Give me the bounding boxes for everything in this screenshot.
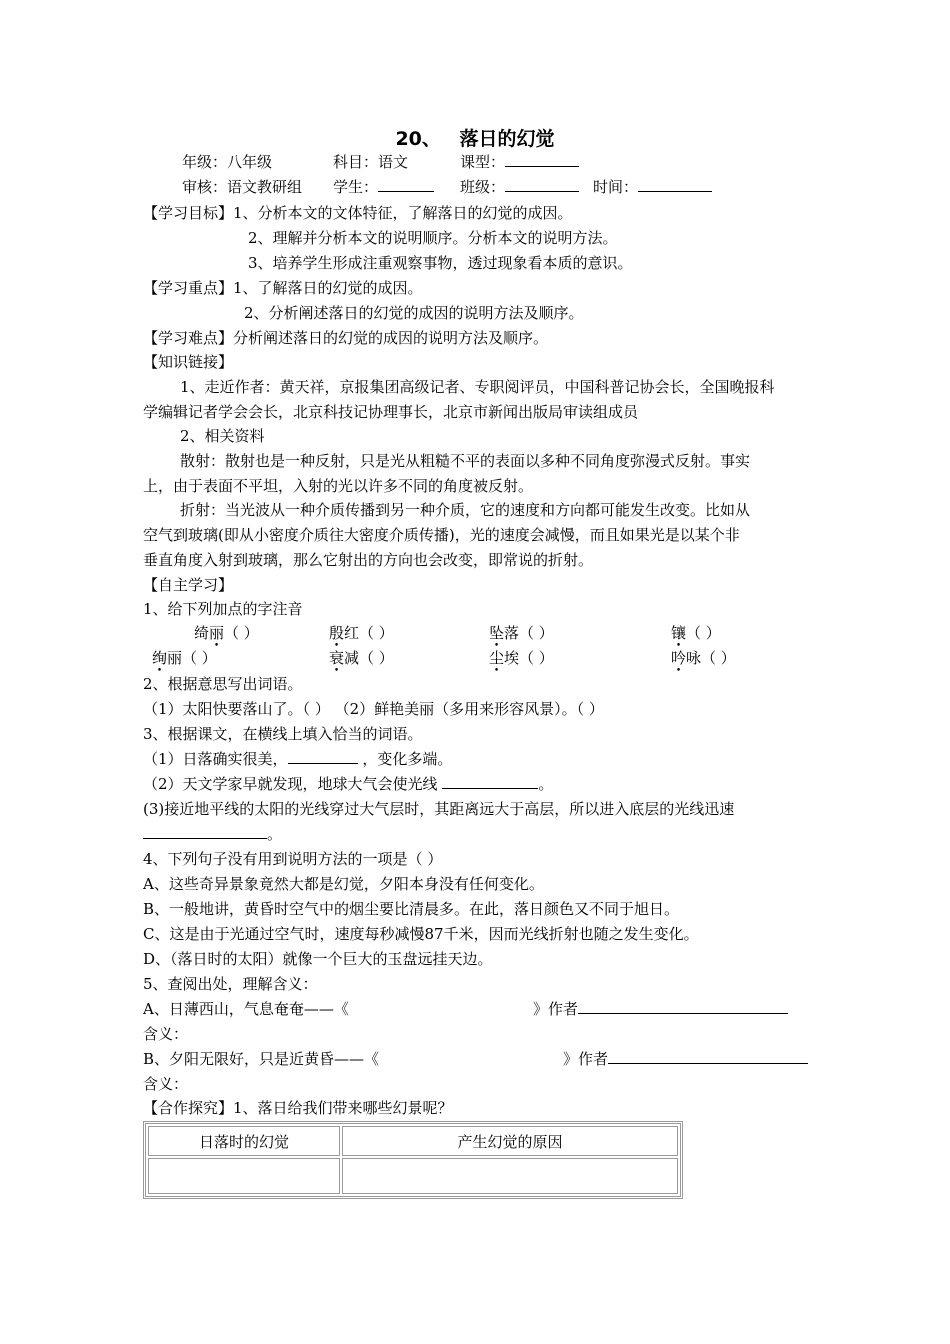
q3-blank-1 <box>288 749 358 764</box>
table-answer-cell[interactable] <box>148 1158 340 1194</box>
q3-blank-3 <box>143 824 267 839</box>
lesson-title: 落日的幻觉 <box>459 128 555 150</box>
q4-title: 4、下列句子没有用到说明方法的一项是（ ） <box>143 850 443 868</box>
q5-a-source: A、日薄西山，气息奄奄——《 <box>143 1000 349 1018</box>
lesson-number: 20、 <box>395 128 441 150</box>
pinyin-item: 殷红（ ） <box>329 624 394 642</box>
author-intro: 1、走近作者：黄天祥，京报集团高级记者、专职阅评员，中国科普记协会长，全国晚报科 <box>180 378 775 396</box>
q4-option-a: A、这些奇异景象竟然大都是幻觉，夕阳本身没有任何变化。 <box>143 875 544 893</box>
pinyin-item: 坠落（ ） <box>489 624 554 642</box>
table-answer-cell[interactable] <box>342 1158 678 1194</box>
refract-text: 折射：当光波从一种介质传播到另一种介质，它的速度和方向都可能发生改变。比如从 <box>180 501 751 519</box>
q5-b-author-blank <box>608 1049 808 1064</box>
q3-title: 3、根据课文，在横线上填入恰当的词语。 <box>143 725 423 743</box>
subject-label: 科目：语文 <box>333 153 409 171</box>
class-blank <box>505 177 579 192</box>
q4-option-c: C、这是由于光通过空气时，速度每秒减慢87千米，因而光线折射也随之发生变化。 <box>143 925 699 943</box>
student-field: 学生： <box>333 177 434 197</box>
table-header-cell: 产生幻觉的原因 <box>342 1126 678 1156</box>
author-intro-cont: 学编辑记者学会会长，北京科技记协理事长，北京市新闻出版局审读组成员 <box>143 403 639 421</box>
q4-option-b: B、一般地讲，黄昏时空气中的烟尘要比清晨多。在此，落日颜色又不同于旭日。 <box>143 900 680 918</box>
knowledge-heading: 【知识链接】 <box>143 353 234 371</box>
review-label: 审核：语文教研组 <box>182 178 303 196</box>
table-header-cell: 日落时的幻觉 <box>148 1126 340 1156</box>
time-field: 时间： <box>593 177 712 197</box>
explore-section: 【合作探究】1、落日给我们带来哪些幻景呢？ <box>143 1099 453 1117</box>
student-blank <box>378 177 434 192</box>
q3-blank-2 <box>442 774 538 789</box>
materials-heading: 2、相关资料 <box>180 427 265 445</box>
q5-b-source: B、夕阳无限好，只是近黄昏——《 <box>143 1050 380 1068</box>
q5-title: 5、查阅出处，理解含义： <box>143 975 318 993</box>
refract-text-cont: 空气到玻璃(即从小密度介质往大密度介质传播)，光的速度会减慢，而且如果光是以某个非 <box>143 526 740 544</box>
class-field: 班级： <box>460 177 579 197</box>
table-row <box>148 1158 678 1194</box>
scatter-text-cont: 上，由于表面不平坦，入射的光以许多不同的角度被反射。 <box>143 477 534 495</box>
q3-sentence-2: （2）天文学家早就发现，地球大气会使光线 。 <box>143 775 554 793</box>
pinyin-item: 吟咏（ ） <box>671 649 736 667</box>
pinyin-item: 绮丽（ ） <box>194 624 259 642</box>
q5-b-author: 》作者 <box>563 1049 808 1069</box>
lesson-type-field: 课型： <box>460 152 579 172</box>
goal-item: 3、培养学生形成注重观察事物，透过现象看本质的意识。 <box>248 254 633 272</box>
q3-sentence-3: (3)接近地平线的太阳的光线穿过大气层时，其距离远大于高层，所以进入底层的光线迅速 <box>143 800 735 818</box>
self-study-heading: 【自主学习】 <box>143 576 234 594</box>
q5-a-meaning: 含义： <box>143 1025 189 1043</box>
table-header-row <box>148 1126 678 1156</box>
difficulty-section: 【学习难点】分析阐述落日的幻觉的成因的说明方法及顺序。 <box>143 329 549 347</box>
goals-section: 【学习目标】1、分析本文的文体特征，了解落日的幻觉的成因。 <box>143 204 573 222</box>
pinyin-item: 绚丽（ ） <box>152 649 217 667</box>
q1-title: 1、给下列加点的字注音 <box>143 600 303 618</box>
pinyin-item: 镶（ ） <box>671 624 721 642</box>
q5-a-author: 》作者 <box>533 999 788 1019</box>
pinyin-item: 衰减（ ） <box>329 649 394 667</box>
scatter-text: 散射：散射也是一种反射，只是光从粗糙不平的表面以多种不同角度弥漫式反射。事实 <box>180 452 751 470</box>
q2-title: 2、根据意思写出词语。 <box>143 675 303 693</box>
focus-item: 2、分析阐述落日的幻觉的成因的说明方法及顺序。 <box>244 304 584 322</box>
q4-option-d: D、（落日时的太阳）就像一个巨大的玉盘远挂天边。 <box>143 950 493 968</box>
pinyin-item: 尘埃（ ） <box>489 649 554 667</box>
refract-text-end: 垂直角度入射到玻璃，那么它射出的方向也会改变，即常说的折射。 <box>143 551 594 569</box>
time-blank <box>638 177 712 192</box>
lesson-type-blank <box>505 152 579 167</box>
q2-line: （1）太阳快要落山了。（ ） （2）鲜艳美丽（多用来形容风景）。（ ） <box>143 700 604 718</box>
q3-sentence-3-end: 。 <box>143 824 282 844</box>
grade-label: 年级：八年级 <box>182 153 273 171</box>
q5-a-author-blank <box>578 999 788 1014</box>
q3-sentence-1: （1）日落确实很美， ，变化多端。 <box>143 750 453 768</box>
focus-section: 【学习重点】1、了解落日的幻觉的成因。 <box>143 279 423 297</box>
goal-item: 2、理解并分析本文的说明顺序。分析本文的说明方法。 <box>248 229 618 247</box>
q5-b-meaning: 含义： <box>143 1075 189 1093</box>
illusion-table <box>143 1121 683 1199</box>
page-title <box>0 124 950 151</box>
